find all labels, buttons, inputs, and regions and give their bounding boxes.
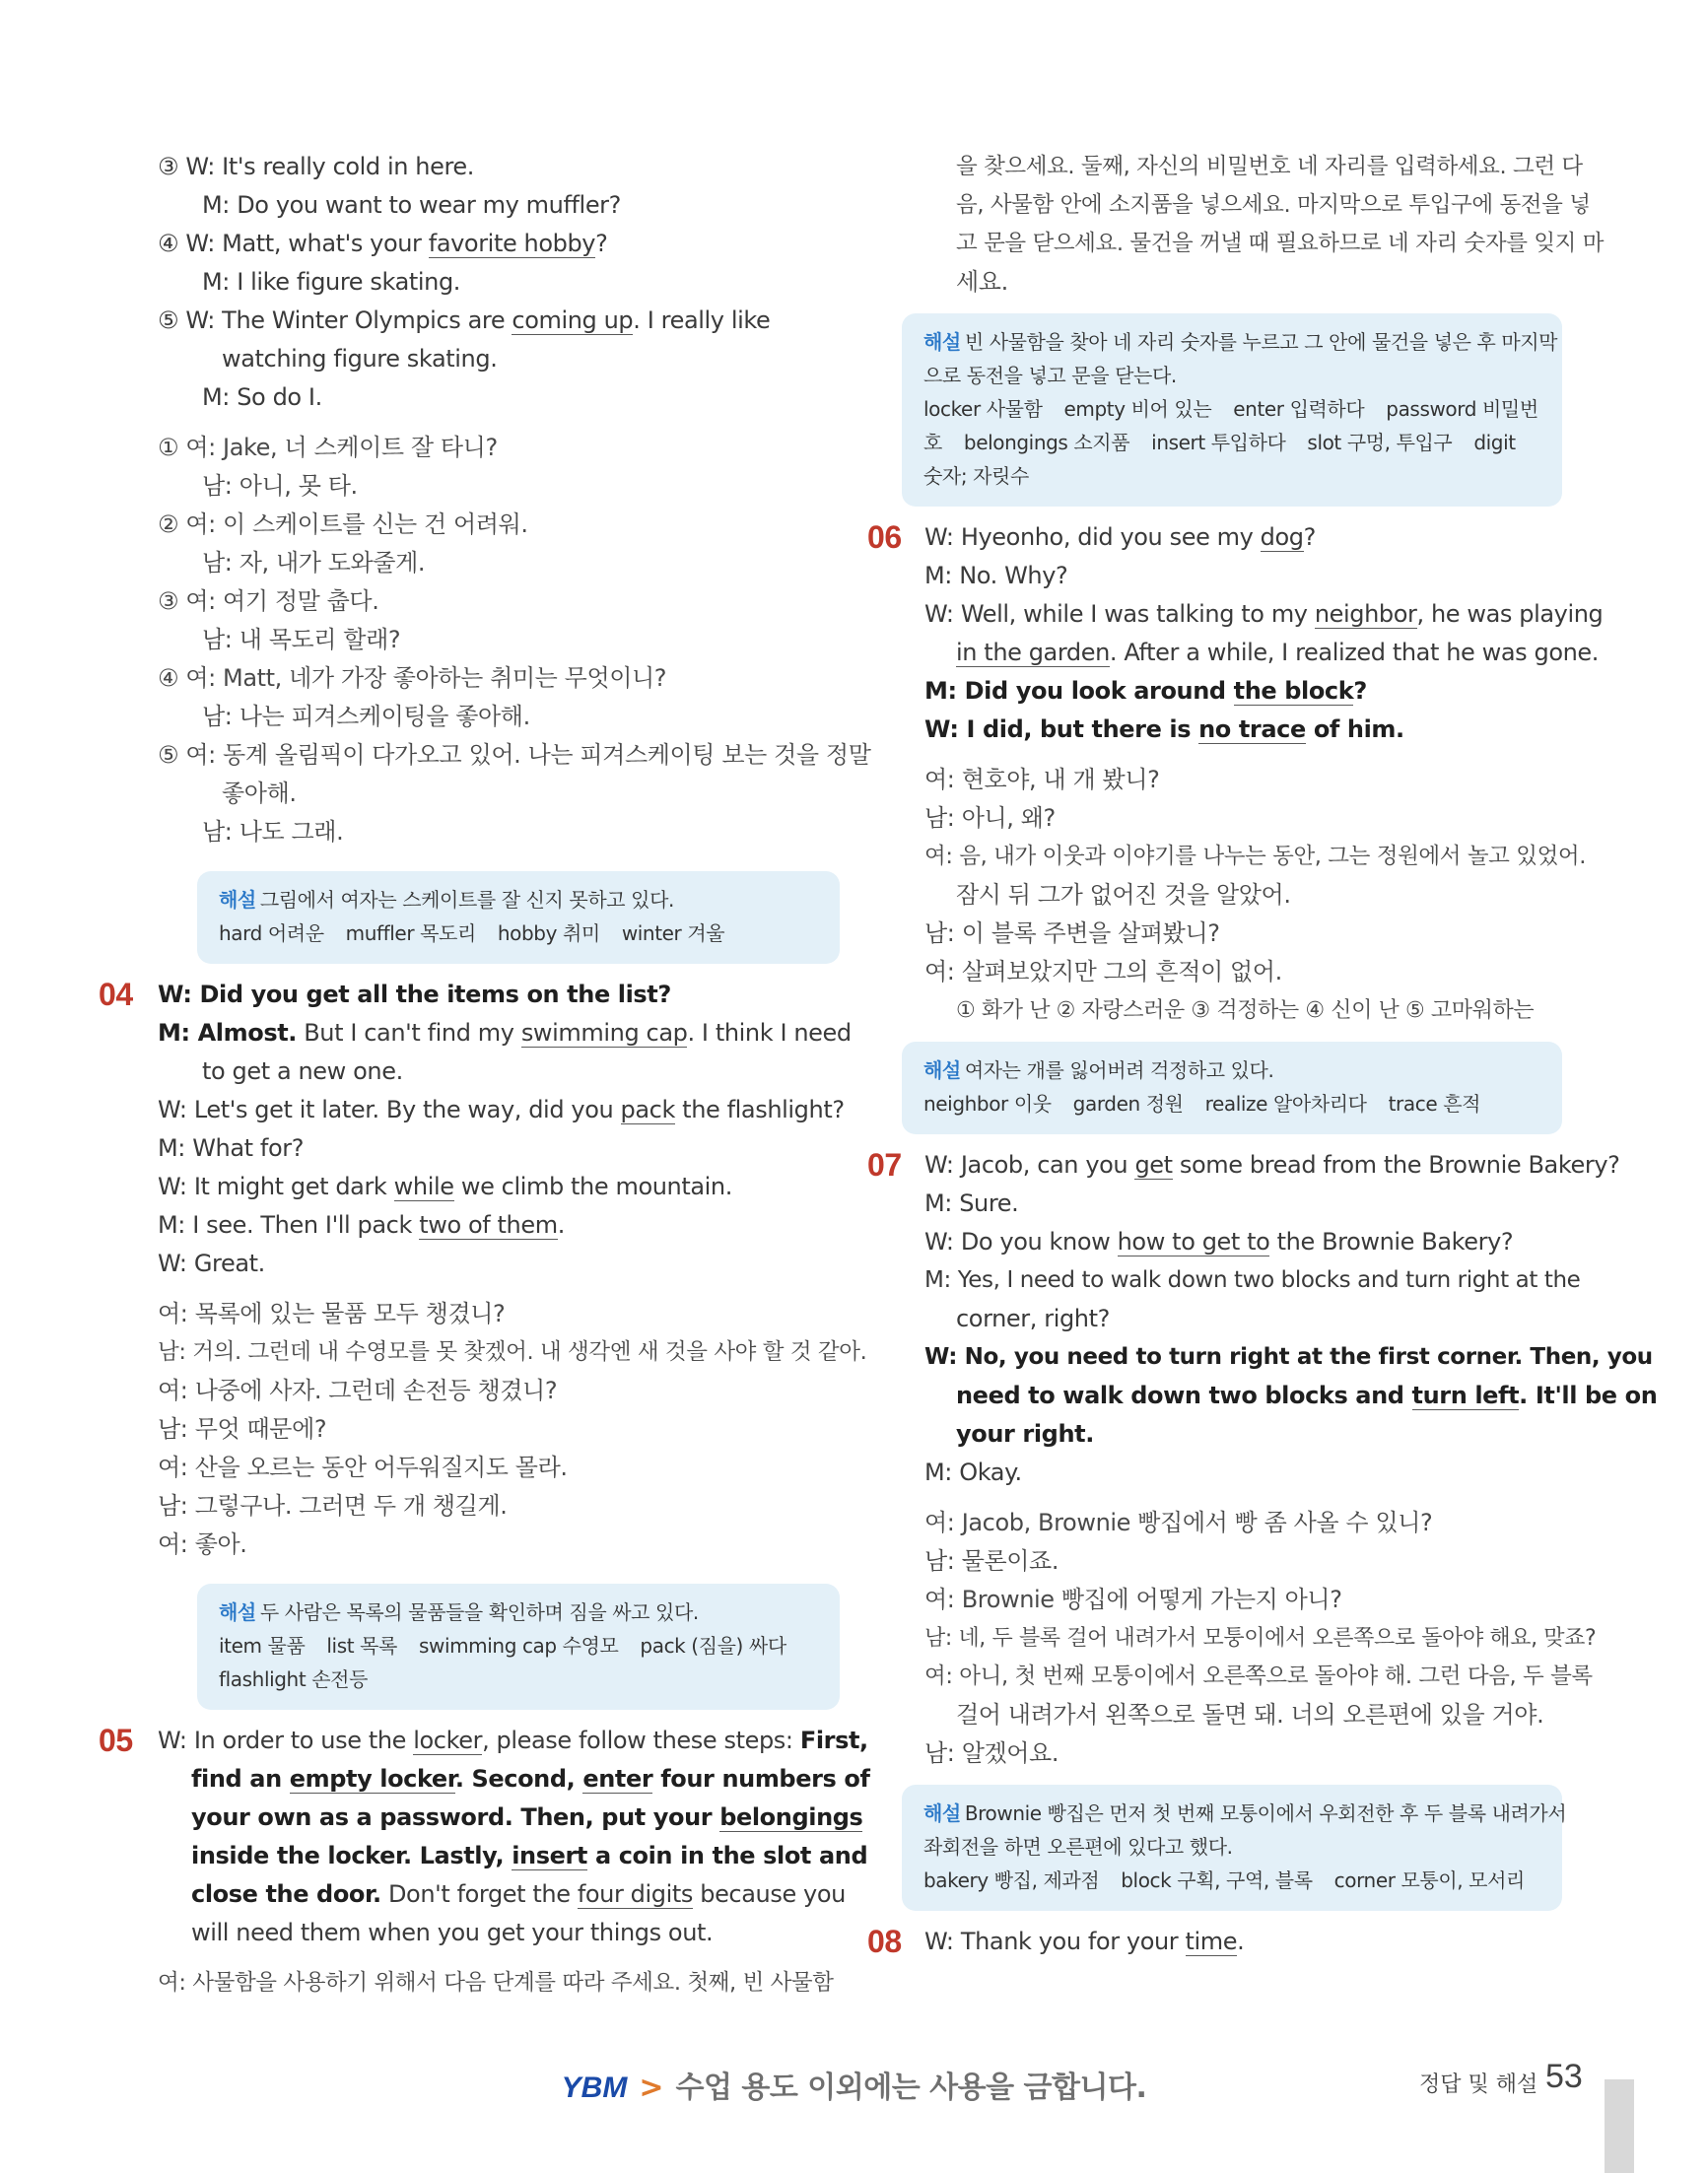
explanation-text: Brownie 빵집은 먼저 첫 번째 모퉁이에서 우회전한 후 두 블록 내려가서 xyxy=(964,1801,1567,1825)
dialog-line: M: So do I. xyxy=(202,383,322,411)
dialog-line: your own as a password. Then, put your belongings xyxy=(191,1803,863,1831)
page-number: 53 xyxy=(1545,2058,1583,2095)
dialog-line: corner, right? xyxy=(956,1305,1110,1332)
dialog-line: W: I did, but there is no trace of him. xyxy=(924,715,1404,743)
translation-line: 남: 아니, 못 타. xyxy=(202,472,358,500)
vocab-item: locker 사물함 xyxy=(923,397,1043,421)
usage-notice: 수업 용도 이외에는 사용을 금합니다. xyxy=(675,2071,1147,2105)
translation-line: 잠시 뒤 그가 없어진 것을 알았어. xyxy=(956,881,1291,909)
dialog-line: 08 W: Thank you for your time. xyxy=(867,1924,1245,1959)
vocab-item: enter 입력하다 xyxy=(1233,397,1365,421)
vocab-item: garden 정원 xyxy=(1072,1092,1184,1116)
translation-line: 남: 알겠어요. xyxy=(924,1739,1059,1767)
dialog-line: watching figure skating. xyxy=(222,345,498,373)
translation-line: 남: 무엇 때문에? xyxy=(158,1415,327,1443)
translation-line: 남: 나는 피겨스케이팅을 좋아해. xyxy=(202,703,530,730)
translation-line: 남: 네, 두 블록 걸어 내려가서 모퉁이에서 오른쪽으로 돌아야 해요, 맞죠? xyxy=(924,1626,1597,1651)
translation-line: 여: 아니, 첫 번째 모퉁이에서 오른쪽으로 돌아야 해. 그런 다음, 두 블록 xyxy=(924,1664,1593,1689)
translation-line: 여: Jacob, Brownie 빵집에서 빵 좀 사올 수 있니? xyxy=(924,1509,1433,1536)
vocab-item: winter 겨울 xyxy=(621,921,725,945)
left-column xyxy=(99,148,871,2003)
dialog-line: M: No. Why? xyxy=(924,562,1068,589)
dialog-line: need to walk down two blocks and turn left. It'll be on xyxy=(956,1382,1658,1409)
explanation-box xyxy=(197,1584,840,1710)
translation-line: 남: 이 블록 주변을 살펴봤니? xyxy=(924,919,1220,947)
dialog-line: 06 W: Hyeonho, did you see my dog? xyxy=(867,519,1316,555)
vocab-item: neighbor 이웃 xyxy=(923,1092,1052,1116)
dialog-line: will need them when you get your things out. xyxy=(191,1919,714,1946)
explanation-text: 으로 동전을 넣고 문을 닫는다. xyxy=(923,364,1177,387)
translation-line: 여: 살펴보았지만 그의 흔적이 없어. xyxy=(924,958,1282,985)
answer-options: ① 화가 난 ② 자랑스러운 ③ 걱정하는 ④ 신이 난 ⑤ 고마워하는 xyxy=(956,998,1535,1023)
translation-line: 여: 산을 오르는 동안 어두워질지도 몰라. xyxy=(158,1454,568,1481)
translation-line: 고 문을 닫으세요. 물건을 꺼낼 때 필요하므로 네 자리 숫자를 잊지 마 xyxy=(956,231,1605,256)
vocab-item: muffler 목도리 xyxy=(345,921,476,945)
translation-line: 남: 아니, 왜? xyxy=(924,804,1056,832)
dialog-line: ③ W: It's really cold in here. xyxy=(158,153,475,180)
vocab-item: hobby 취미 xyxy=(497,921,600,945)
explanation-text: 여자는 개를 잃어버려 걱정하고 있다. xyxy=(964,1058,1274,1082)
dialog-line: W: Great. xyxy=(158,1250,265,1277)
vocab-item: realize 알아차리다 xyxy=(1204,1092,1367,1116)
dialog-line: to get a new one. xyxy=(202,1057,403,1085)
chevron-right-icon: > xyxy=(639,2071,664,2105)
translation-line: 남: 그렇구나. 그러면 두 개 챙길게. xyxy=(158,1492,508,1520)
dialog-line: 05 W: In order to use the locker, please follow these steps: First, xyxy=(99,1723,868,1758)
translation-line: 여: 목록에 있는 물품 모두 챙겼니? xyxy=(158,1300,506,1327)
vocab-item: block 구획, 구역, 블록 xyxy=(1121,1868,1313,1892)
vocab-item: belongings 소지품 xyxy=(963,431,1130,454)
dialog-line: M: Yes, I need to walk down two blocks and turn right at the xyxy=(924,1267,1581,1293)
question-number: 05 xyxy=(99,1723,133,1758)
page-edge-tab xyxy=(1605,2079,1634,2173)
vocab-item: insert 투입하다 xyxy=(1151,431,1286,454)
translation-line: 걸어 내려가서 왼쪽으로 돌면 돼. 너의 오른편에 있을 거야. xyxy=(956,1701,1544,1729)
dialog-line: inside the locker. Lastly, insert a coin in the slot and xyxy=(191,1842,868,1869)
vocab-item: trace 흔적 xyxy=(1388,1092,1481,1116)
dialog-line: M: I see. Then I'll pack two of them. xyxy=(158,1211,565,1239)
explanation-box xyxy=(197,871,840,964)
translation-line: 남: 나도 그래. xyxy=(202,818,344,846)
explanation-label: 해설 xyxy=(219,1600,256,1624)
question-number: 07 xyxy=(867,1147,902,1183)
dialog-line: M: Do you want to wear my muffler? xyxy=(202,191,621,219)
translation-line: ② 여: 이 스케이트를 신는 건 어려워. xyxy=(158,510,528,538)
dialog-line: M: Okay. xyxy=(924,1459,1022,1486)
question-number: 04 xyxy=(99,977,133,1012)
translation-line: 음, 사물함 안에 소지품을 넣으세요. 마지막으로 투입구에 동전을 넣 xyxy=(956,192,1591,218)
vocab-item: list 목록 xyxy=(326,1634,397,1658)
dialog-line: ④ W: Matt, what's your favorite hobby? xyxy=(158,230,608,257)
translation-line: ④ 여: Matt, 네가 가장 좋아하는 취미는 무엇이니? xyxy=(158,664,667,692)
dialog-line: 07 W: Jacob, can you get some bread from the Brownie Bakery? xyxy=(867,1147,1620,1183)
dialog-line: M: I like figure skating. xyxy=(202,268,461,296)
question-number: 08 xyxy=(867,1924,902,1959)
vocab-item: flashlight 손전등 xyxy=(219,1667,368,1691)
explanation-box xyxy=(902,1785,1567,1911)
explanation-box xyxy=(902,313,1562,507)
explanation-label: 해설 xyxy=(219,888,256,912)
translation-line: 남: 자, 내가 도와줄게. xyxy=(202,549,426,577)
dialog-line: your right. xyxy=(956,1420,1094,1448)
vocab-item: password 비밀번 xyxy=(1386,397,1538,421)
dialog-line: W: No, you need to turn right at the first corner. Then, you xyxy=(924,1344,1653,1370)
explanation-text: 좌회전을 하면 오른편에 있다고 했다. xyxy=(923,1835,1233,1859)
translation-line: 여: 사물함을 사용하기 위해서 다음 단계를 따라 주세요. 첫째, 빈 사물함 xyxy=(158,1970,834,1996)
vocab-item: hard 어려운 xyxy=(219,921,324,945)
dialog-line: 04 W: Did you get all the items on the list? xyxy=(99,977,671,1012)
vocab-item: digit xyxy=(1473,431,1516,454)
dialog-line: W: It might get dark while we climb the mountain. xyxy=(158,1173,732,1200)
translation-line: 남: 거의. 그런데 내 수영모를 못 찾겠어. 내 생각엔 새 것을 사야 할 것 같아. xyxy=(158,1339,867,1365)
vocab-item: empty 비어 있는 xyxy=(1063,397,1212,421)
translation-line: 여: 나중에 사자. 그런데 손전등 챙겼니? xyxy=(158,1377,558,1404)
translation-line: 을 찾으세요. 둘째, 자신의 비밀번호 네 자리를 입력하세요. 그런 다 xyxy=(956,154,1583,179)
dialog-line: find an empty locker. Second, enter four numbers of xyxy=(191,1765,870,1793)
explanation-label: 해설 xyxy=(923,1058,961,1082)
translation-line: 남: 물론이죠. xyxy=(924,1547,1059,1575)
vocab-item: item 물품 xyxy=(219,1634,306,1658)
vocab-item: swimming cap 수영모 xyxy=(418,1634,619,1658)
translation-line: ⑤ 여: 동계 올림픽이 다가오고 있어. 나는 피겨스케이팅 보는 것을 정말 xyxy=(158,741,871,769)
explanation-text: 빈 사물함을 찾아 네 자리 숫자를 누르고 그 안에 물건을 넣은 후 마지막 xyxy=(964,330,1558,354)
dialog-line: M: Sure. xyxy=(924,1189,1019,1217)
explanation-label: 해설 xyxy=(923,1801,961,1825)
dialog-line: M: Almost. But I can't find my swimming cap. I think I need xyxy=(158,1019,852,1047)
translation-line: ③ 여: 여기 정말 춥다. xyxy=(158,587,379,615)
vocab-item: pack (짐을) 싸다 xyxy=(640,1634,786,1658)
explanation-label: 해설 xyxy=(923,330,961,354)
dialog-line: W: Do you know how to get to the Brownie Bakery? xyxy=(924,1228,1514,1256)
dialog-line: M: What for? xyxy=(158,1134,305,1162)
ybm-logo: YBM xyxy=(561,2071,628,2104)
dialog-line: close the door. Don't forget the four digits because you xyxy=(191,1880,846,1908)
translation-line: 여: 음, 내가 이웃과 이야기를 나누는 동안, 그는 정원에서 놀고 있었어. xyxy=(924,844,1587,869)
explanation-text: 두 사람은 목록의 물품들을 확인하며 짐을 싸고 있다. xyxy=(259,1600,699,1624)
translation-line: 세요. xyxy=(956,268,1008,296)
dialog-line: M: Did you look around the block? xyxy=(924,677,1367,705)
vocab-item: corner 모퉁이, 모서리 xyxy=(1333,1868,1525,1892)
question-number: 06 xyxy=(867,519,902,555)
vocab-item: slot 구멍, 투입구 xyxy=(1307,431,1453,454)
dialog-line: in the garden. After a while, I realized that he was gone. xyxy=(956,639,1600,666)
explanation-text: 그림에서 여자는 스케이트를 잘 신지 못하고 있다. xyxy=(259,888,674,912)
page-section-label: 정답 및 해설 xyxy=(1419,2072,1538,2097)
vocab-item: 호 xyxy=(923,431,942,454)
translation-line: 여: 좋아. xyxy=(158,1530,247,1558)
vocab-item: 숫자; 자릿수 xyxy=(923,464,1029,488)
translation-line: ① 여: Jake, 너 스케이트 잘 타니? xyxy=(158,434,498,461)
dialog-line: W: Let's get it later. By the way, did you pack the flashlight? xyxy=(158,1096,845,1123)
dialog-line: W: Well, while I was talking to my neighbor, he was playing xyxy=(924,600,1604,628)
translation-line: 좋아해. xyxy=(222,780,297,807)
dialog-line: ⑤ W: The Winter Olympics are coming up. I really like xyxy=(158,306,771,334)
right-column xyxy=(867,148,1658,1961)
translation-line: 여: Brownie 빵집에 어떻게 가는지 아니? xyxy=(924,1586,1342,1613)
vocab-item: bakery 빵집, 제과점 xyxy=(923,1868,1100,1892)
translation-line: 남: 내 목도리 할래? xyxy=(202,626,401,653)
explanation-box xyxy=(902,1042,1562,1134)
translation-line: 여: 현호야, 내 개 봤니? xyxy=(924,766,1160,793)
